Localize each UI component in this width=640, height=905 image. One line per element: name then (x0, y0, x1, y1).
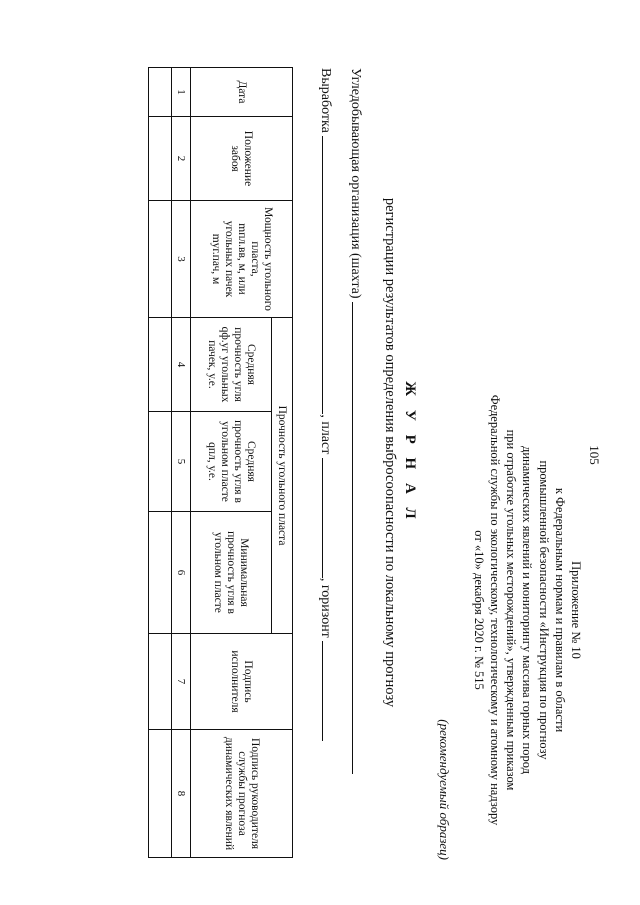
sample-note: (рекомендуемый образец) (437, 719, 452, 860)
header-min-strength: Минимальная прочность угля в угольном пласте (191, 512, 272, 634)
column-number-1: 1 (172, 68, 191, 117)
appendix-line-5: при отработке угольных месторождений», утвержденным приказом (504, 429, 519, 791)
column-number-3: 3 (172, 201, 191, 318)
header-strength-group: Прочность угольного пласта (272, 318, 293, 634)
horizon-label: , горизонт (318, 577, 333, 638)
page-number: 105 (587, 445, 602, 465)
organization-blank-line (352, 302, 365, 774)
header-face-position: Положение забоя (191, 117, 293, 201)
column-number-4: 4 (172, 318, 191, 412)
table-cell (149, 117, 172, 201)
header-signature-head: Подпись руководителя службы прогноза динамических явлений (191, 730, 293, 858)
appendix-block (471, 380, 584, 840)
header-seam-thickness-line-2: mпл.вв, м, или угольных пачек (223, 220, 248, 298)
table-row (149, 68, 172, 858)
horizon-blank-line (322, 641, 335, 741)
header-date: Дата (191, 68, 293, 117)
column-number-8: 8 (172, 730, 191, 858)
header-avg-strength-seam: Средняя прочность угля в угольном пласте qпл, у.е. (191, 412, 272, 512)
appendix-line-1: Приложение № 10 (569, 561, 583, 659)
journal-subtitle: регистрации результатов определения выбросоопасности по локальному прогнозу (382, 197, 398, 708)
column-number-5: 5 (172, 412, 191, 512)
appendix-line-6: Федеральной службы по экологическому, технологическому и атомному надзору (487, 394, 502, 826)
appendix-line-4: динамических явлений и мониторингу массива горных пород (520, 445, 535, 774)
table-cell (149, 730, 172, 858)
table-cell (149, 412, 172, 512)
appendix-line-3: промышленной безопасности «Инструкция по прогнозу (536, 460, 551, 760)
seam-blank-line (322, 458, 335, 578)
table-cell (149, 68, 172, 117)
organization-field (347, 68, 365, 774)
header-seam-thickness (191, 201, 293, 318)
column-number-6: 6 (172, 512, 191, 634)
journal-title: Ж У Р Н А Л (402, 381, 418, 524)
header-signature-executor: Подпись исполнителя (191, 634, 293, 730)
working-field (317, 68, 335, 741)
working-blank-line (322, 136, 335, 414)
appendix-line-7: от «10» декабря 2020 г. № 515 (471, 530, 486, 690)
journal-table (148, 67, 293, 858)
table-cell (149, 512, 172, 634)
header-avg-strength-packs: Средняя прочность угля qф.уг угольных пачек, у.е. (191, 318, 272, 412)
seam-label: , пласт (318, 414, 333, 455)
header-seam-thickness-line-1: Мощность угольного пласта, (249, 207, 274, 311)
column-number-2: 2 (172, 117, 191, 201)
organization-label: Угледобывающая организация (шахта) (348, 68, 363, 299)
table-cell (149, 318, 172, 412)
table-cell (149, 634, 172, 730)
column-number-7: 7 (172, 634, 191, 730)
working-label: Выработка (318, 68, 333, 133)
table-cell (149, 201, 172, 318)
appendix-line-2: к Федеральным нормам и правилам в области (552, 487, 567, 733)
header-seam-thickness-line-3: mуг.пач, м (210, 233, 222, 285)
